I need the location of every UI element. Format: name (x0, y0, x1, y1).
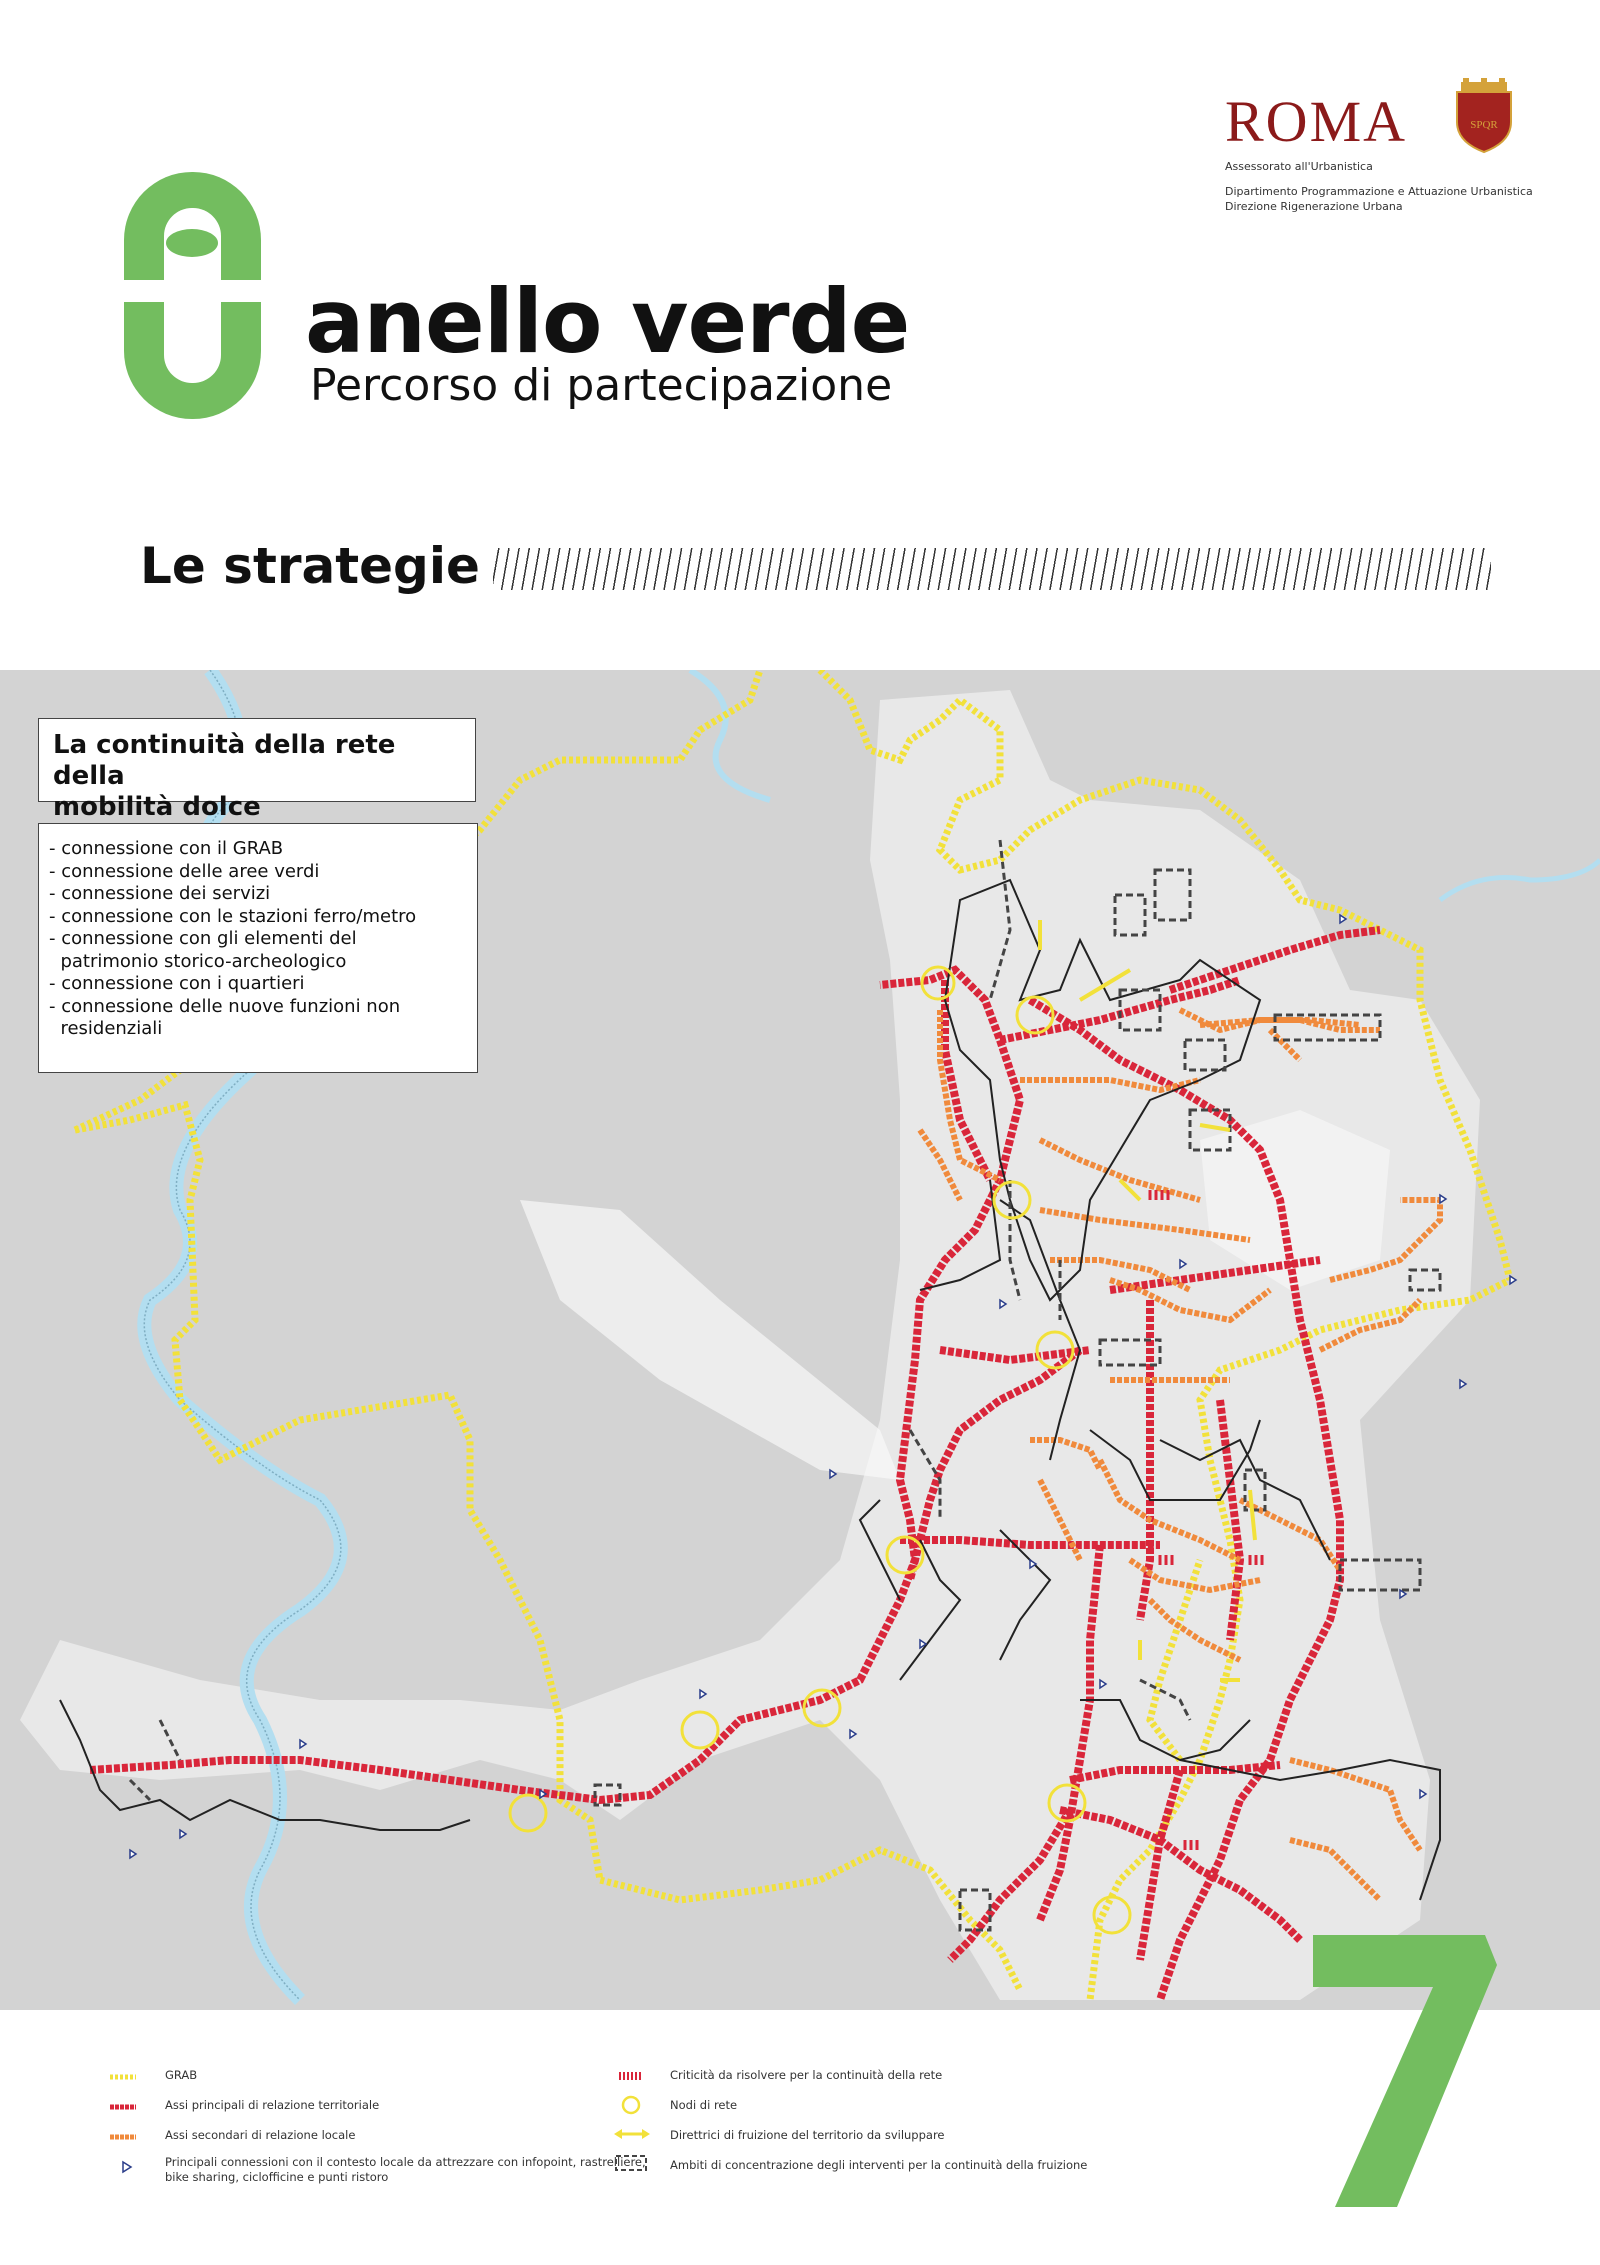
legend-primary-axis: Assi principali di relazione territoriale (165, 2098, 380, 2112)
roma-wordmark: ROMA (1225, 89, 1408, 154)
section-title: Le strategie (140, 537, 480, 595)
roma-crest-icon (1453, 78, 1515, 154)
legend-connections: Principali connessioni con il contesto locale da attrezzare con infopoint, rastrelliere, (165, 2155, 646, 2169)
strategy-item: - connessione delle aree verdi (49, 860, 320, 882)
strategy-item: - connessione con il GRAB (49, 838, 284, 859)
map-title-line-2: mobilità dolce (53, 792, 261, 822)
legend-ambiti: Ambiti di concentrazione degli interventi per la continuità della fruizione (670, 2158, 1088, 2172)
brand-subtitle: Percorso di partecipazione (310, 360, 893, 411)
section-hatch-divider (493, 548, 1491, 590)
legend-direction: Direttrici di fruizione del territorio da sviluppare (670, 2128, 945, 2142)
legend-nodes: Nodi di rete (670, 2098, 738, 2112)
strategies-box (38, 823, 478, 1073)
aniene-river (690, 670, 770, 800)
map-title-line-1: La continuità della rete della (53, 730, 396, 791)
legend-critical: Criticità da risolvere per la continuità della rete (670, 2068, 943, 2082)
strategy-item: - connessione dei servizi (49, 883, 271, 904)
legend-secondary-axis: Assi secondari di relazione locale (165, 2128, 356, 2142)
direzione-label: Direzione Rigenerazione Urbana (1225, 200, 1403, 213)
legend-connections-2: bike sharing, ciclofficine e punti ristoro (165, 2170, 389, 2184)
node-circle-icon (620, 2094, 642, 2116)
assessorato-label: Assessorato all'Urbanistica (1225, 160, 1373, 173)
grab-line-icon (108, 2072, 138, 2082)
strategy-item: - connessione con le stazioni ferro/metro (49, 905, 417, 927)
crest-text: SPQR (1470, 119, 1498, 131)
direction-arrow-icon (612, 2127, 652, 2141)
strategy-item: residenziali (49, 1018, 163, 1039)
page-number-seven-icon (1305, 1925, 1500, 2215)
brand-title: anello verde (305, 270, 910, 373)
dashed-box-icon (614, 2154, 648, 2172)
strategy-item: patrimonio storico-archeologico (49, 950, 347, 972)
critical-hatch-icon (616, 2070, 646, 2082)
anello-verde-logo-icon (120, 168, 265, 423)
dipartimento-label: Dipartimento Programmazione e Attuazione Urbanistica (1225, 185, 1533, 198)
strategy-item: - connessione con gli elementi del (49, 928, 357, 949)
map-title-box (38, 718, 476, 822)
strategy-item: - connessione delle nuove funzioni non (49, 995, 401, 1017)
legend-grab: GRAB (165, 2068, 198, 2082)
primary-axis-line-icon (108, 2102, 138, 2112)
secondary-axis-line-icon (108, 2132, 138, 2142)
connection-triangle-icon (120, 2160, 134, 2174)
strategy-item: - connessione con i quartieri (49, 973, 305, 994)
